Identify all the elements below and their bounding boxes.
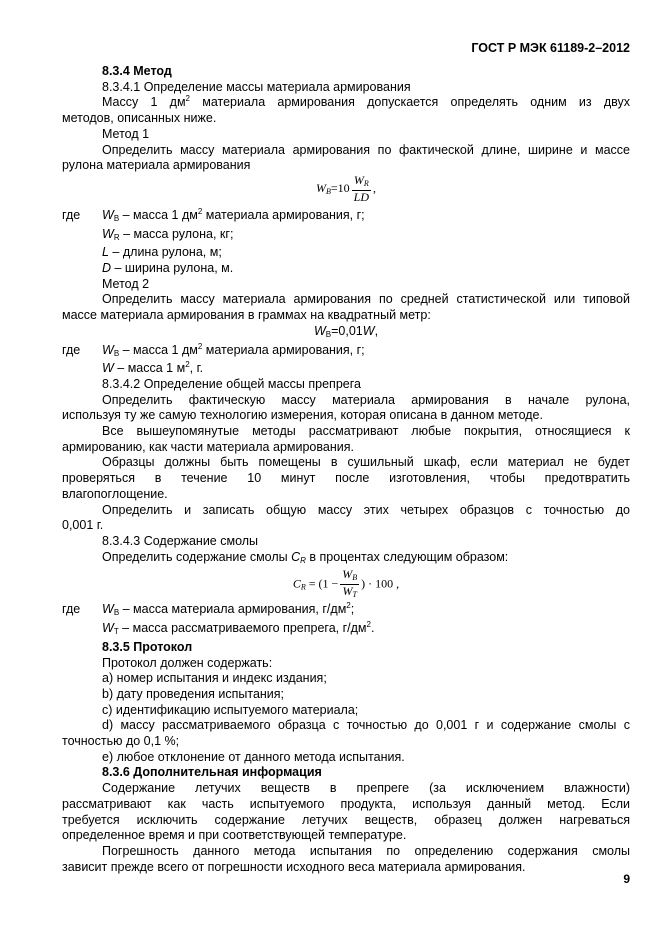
list-item: d) массу рассматриваемого образца с точностью до 0,001 г и содержание смолы с xyxy=(102,718,630,733)
formula-wb: $W_B=10$ $\frac{W_R}{LD}$ , xyxy=(315,172,376,204)
paragraph: Протокол должен содержать: xyxy=(102,655,273,670)
section-8-3-5-heading: 8.3.5 Протокол xyxy=(102,639,193,654)
section-8-3-6-heading: 8.3.6 Дополнительная информация xyxy=(102,765,322,780)
paragraph: Определить и записать общую массу этих четырех образцов с точностью до xyxy=(102,502,630,517)
definition-row: $W_R$ – масса рулона, кг; xyxy=(102,226,234,242)
document-header: ГОСТ Р МЭК 61189-2–2012 xyxy=(471,41,630,55)
paragraph-continued: массе материала армирования в граммах на квадратный метр: xyxy=(62,308,431,323)
paragraph-continued: используя ту же самую технологию измерения, которая описана в данном методе. xyxy=(62,408,543,423)
paragraph-continued: армированию, как части материала армирования. xyxy=(62,439,354,454)
paragraph: Погрешность данного метода испытания по определению содержания смолы xyxy=(102,843,630,858)
paragraph: Определить массу материала армирования по фактической длине, ширине и массе xyxy=(102,142,630,157)
paragraph-continued: зависит прежде всего от погрешности исходного веса материала армирования. xyxy=(62,859,526,874)
paragraph: Определить фактическую массу материала армирования в начале рулона, xyxy=(102,392,630,407)
paragraph-continued: 0,001 г. xyxy=(62,518,104,533)
paragraph: Определить массу материала армирования по средней статистической или типовой xyxy=(102,292,630,307)
paragraph-continued: проверяться в течение 10 минут после изготовления, чтобы предотвратить xyxy=(62,471,630,486)
paragraph-continued: определенное время и при соответствующей температуре. xyxy=(62,828,407,843)
method-1-title: Метод 1 xyxy=(102,126,150,141)
paragraph-continued: рассматривают как часть испытуемого продукта, используя данный метод. Если xyxy=(62,796,630,811)
method-2-title: Метод 2 xyxy=(102,276,150,291)
definition-row: $W_T$ – масса рассматриваемого препрега, $г/дм^2$. xyxy=(102,620,375,637)
definition-row: где $W_B$ – масса 1 $дм^2$ материала армирования, г; xyxy=(62,341,365,358)
definition-row: D – ширина рулона, м. xyxy=(102,261,234,276)
definition-row: где $W_B$ – масса 1 $дм^2$ материала армирования, г; xyxy=(62,206,365,223)
definition-row: W – масса 1 $м^2$, г. xyxy=(102,360,204,376)
formula-cr: $C_R = (1$ − $\frac{W_B}{W_T}$ ) · 100 , xyxy=(292,567,400,600)
formula-wb-method-2: $W_B=0,01W$, xyxy=(313,323,379,339)
list-item: c) идентификацию испытуемого материала; xyxy=(102,702,359,717)
list-item: е) любое отклонение от данного метода испытания. xyxy=(102,749,405,764)
paragraph: Определить содержание смолы $C_R$ в процентах следующим образом: xyxy=(102,549,509,565)
paragraph: Все вышеупомянутые методы рассматривают любые покрытия, относящиеся к xyxy=(102,424,630,439)
document-body xyxy=(62,64,630,875)
definition-row: L – длина рулона, м; xyxy=(102,245,222,260)
paragraph: Содержание летучих веществ в препреге (за исключением влажности) xyxy=(102,781,630,796)
definition-row: где $W_B$ – масса материала армирования, $г/дм^2$; xyxy=(62,601,355,618)
paragraph-continued: рулона материала армирования xyxy=(62,158,251,173)
section-8-3-4-3-heading: 8.3.4.3 Содержание смолы xyxy=(102,533,259,548)
paragraph-continued: методов, описанных ниже. xyxy=(62,111,217,126)
list-item-continued: точностью до 0,1 %; xyxy=(62,734,180,749)
paragraph: Образцы должны быть помещены в сушильный шкаф, если материал не будет xyxy=(102,455,630,470)
page-number: 9 xyxy=(623,872,630,886)
paragraph-continued: влагопоглощение. xyxy=(62,486,168,501)
paragraph-continued: требуется исключить содержание летучих веществ, образец должен нагреваться xyxy=(62,812,630,827)
section-8-3-4-1-heading: 8.3.4.1 Определение массы материала армирования xyxy=(102,79,411,94)
section-8-3-4-heading: 8.3.4 Метод xyxy=(102,64,172,78)
paragraph: Массу 1 $дм^2$ материала армирования допускается определять одним из двух xyxy=(102,94,630,110)
list-item: b) дату проведения испытания; xyxy=(102,686,285,701)
list-item: а) номер испытания и индекс издания; xyxy=(102,671,327,686)
section-8-3-4-2-heading: 8.3.4.2 Определение общей массы препрега xyxy=(102,376,361,391)
